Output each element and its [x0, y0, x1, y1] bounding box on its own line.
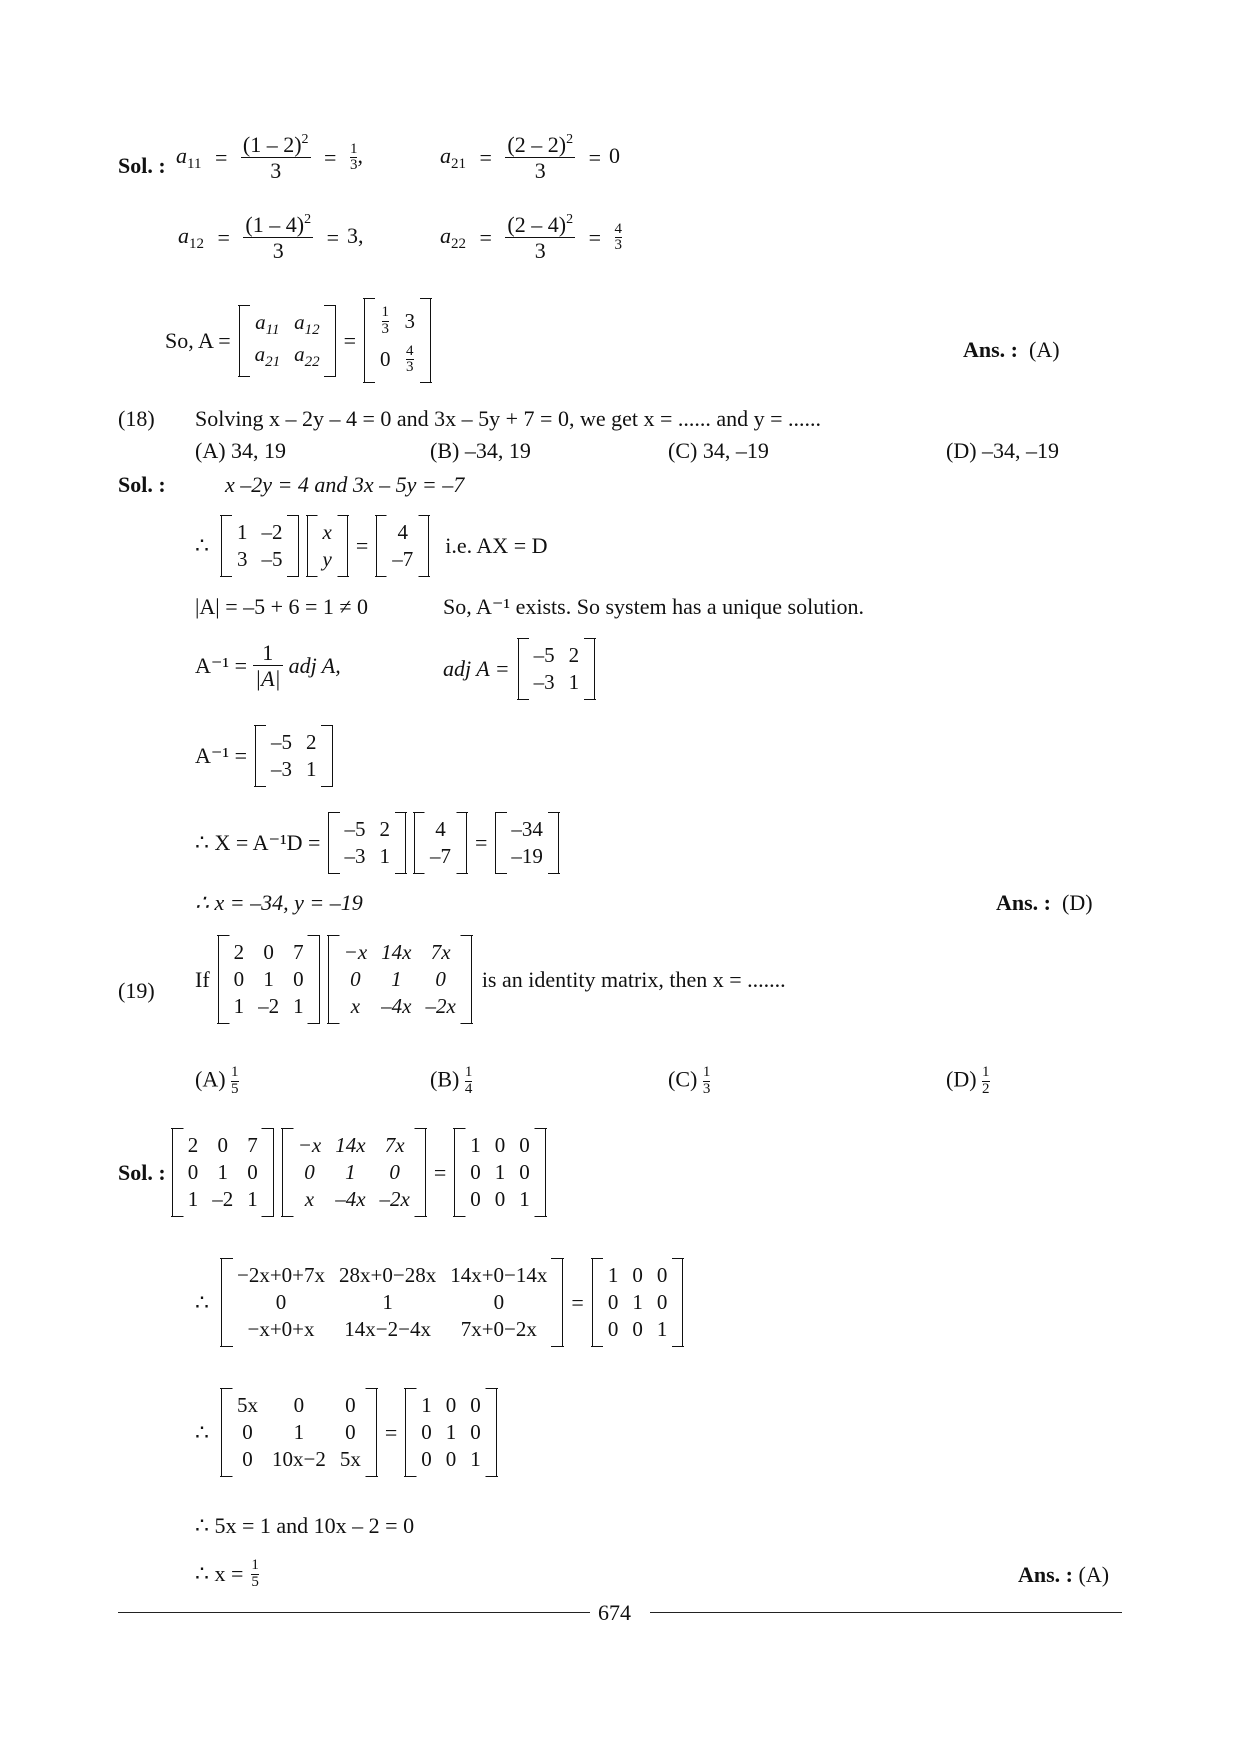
- matrix-cell: $\frac{4}{3}$: [406, 342, 414, 376]
- a21-num: (2 – 2): [507, 132, 567, 157]
- q19-line1: ∴ 5x = 1 and 10x – 2 = 0: [195, 1513, 415, 1538]
- matrix-inverse: –5 2 –3 1: [255, 725, 333, 787]
- x-equals: ∴ x =: [195, 1561, 244, 1587]
- matrix-product: −2x+0+7x 28x+0−28x 14x+0−14x 0 1 0 −x+0+x 14x−2−4x 7x+0−2x: [221, 1258, 563, 1347]
- footer-rule-left: [118, 1612, 590, 1613]
- so-a-label: So, A =: [165, 327, 231, 353]
- matrix-cell: 3: [404, 308, 416, 333]
- a22-sub: 22: [451, 235, 466, 252]
- a22-symbol: a: [440, 222, 451, 248]
- matrix-cell: $a_{12}$: [294, 309, 320, 338]
- q19-question: [195, 935, 786, 1024]
- q18-inverse-formula: A⁻¹ = $\frac{1}{|A|}$ adj A,: [195, 640, 341, 692]
- a11-comma: ,: [357, 142, 363, 168]
- sol-label-19: Sol. :: [118, 1159, 166, 1185]
- matrix-vars: x y: [307, 515, 348, 577]
- square-exp: 2: [566, 212, 574, 227]
- a21-den: 3: [534, 158, 546, 184]
- a12-res: 3,: [347, 222, 364, 248]
- a11-symbol: a: [176, 142, 187, 168]
- matrix-a-symbolic: [239, 305, 336, 377]
- matrix-coeff: 1 –2 3 –5: [221, 515, 299, 577]
- a22-den: 3: [534, 238, 546, 264]
- therefore-symbol: ∴: [195, 1289, 209, 1315]
- a12-num: (1 – 4): [245, 212, 305, 237]
- q18-adj: [443, 638, 595, 700]
- q18-matrix-eq: ∴ 1 –2 3 –5 x y = 4 –7 i.e. AX = D: [195, 515, 547, 577]
- page-number: 674: [598, 1600, 631, 1625]
- adj-lhs: adj A =: [443, 656, 510, 681]
- q18-option-a: (A) 34, 19: [195, 438, 287, 463]
- q19-option-b: (B) $\frac{1}{4}$: [430, 1064, 473, 1097]
- a22-res-num: 4: [614, 220, 622, 237]
- matrix-identity-1: 1 0 0 0 1 0 0 0 1: [454, 1128, 546, 1217]
- q18-option-d: (D) –34, –19: [946, 438, 1060, 463]
- matrix-sol-a: 2 0 7 0 1 0 1 –2 1: [172, 1128, 274, 1217]
- q19-option-d: (D) $\frac{1}{2}$: [946, 1064, 990, 1097]
- sol-label-17: Sol. :: [118, 153, 166, 178]
- q18-sol-equations: x –2y = 4 and 3x – 5y = –7: [225, 472, 465, 497]
- matrix-cell: $a_{11}$: [255, 309, 280, 338]
- matrix-cell: $\frac{1}{3}$: [381, 304, 390, 337]
- eq-matrix-a: So, A = $a_{11}$ $a_{12}$ $a_{21}$ $a_{22}$ = $\frac{1}{3}$ 3 0 $\frac{4}{3}$: [165, 298, 431, 383]
- q18-option-b: (B) –34, 19: [430, 438, 531, 463]
- a21-res: 0: [609, 142, 620, 168]
- matrix-simplified: 5x 0 0 0 1 0 0 10x−2 5x: [221, 1388, 377, 1477]
- sol-label-18: Sol. :: [118, 472, 166, 497]
- matrix-cell: $a_{21}$: [254, 341, 281, 370]
- q18-option-c: (C) 34, –19: [668, 438, 769, 463]
- q18-inverse: [195, 725, 333, 787]
- matrix-cell: $a_{22}$: [294, 341, 320, 370]
- eq-a21: $a_{21}$ = $\frac{(2 - 2)^2}{3}$ = 0: [440, 132, 620, 184]
- q19-option-a: (A) $\frac{1}{5}$: [195, 1064, 239, 1097]
- inv-lhs: A⁻¹ =: [195, 652, 248, 678]
- q18-text: Solving x – 2y – 4 = 0 and 3x – 5y + 7 = 0, we get x = ...... and y = ......: [195, 406, 822, 431]
- footer-rule-right: [650, 1612, 1122, 1613]
- square-exp: 2: [301, 132, 309, 147]
- q19-text: is an identity matrix, then x = .......: [481, 966, 786, 992]
- answer-18: Ans. : (D): [996, 890, 1093, 915]
- if-text: If: [195, 966, 210, 992]
- a21-sub: 21: [451, 155, 466, 172]
- eq-a22: $a_{22}$ = $\frac{(2 - 4)^2}{3}$ = $\frac{4}{3}$: [440, 212, 622, 264]
- matrix-x1: –5 2 –3 1: [328, 812, 406, 874]
- matrix-x2: 4 –7: [414, 812, 467, 874]
- a11-num: (1 – 2): [242, 132, 302, 157]
- square-exp: 2: [566, 132, 574, 147]
- q19-sol-eq: Sol. : 2 0 7 0 1 0 1 –2 1 −x 14x 7x 0 1 0 x –4x –2x = 1 0 0 0 1 0 0 0 1: [118, 1128, 546, 1217]
- matrix-sol-b: −x 14x 7x 0 1 0 x –4x –2x: [282, 1128, 426, 1217]
- a22-num: (2 – 4): [507, 212, 567, 237]
- eq-a12: $a_{12}$ = $\frac{(1 - 4)^2}{3}$ = 3,: [178, 212, 364, 264]
- therefore-symbol: ∴: [195, 533, 209, 558]
- matrix-adj: –5 2 –3 1: [518, 638, 596, 700]
- square-exp: 2: [304, 212, 312, 227]
- a21-symbol: a: [440, 142, 451, 168]
- q18-determinant: |A| = –5 + 6 = 1 ≠ 0: [195, 594, 368, 619]
- therefore-symbol: ∴: [195, 1419, 209, 1445]
- q19-option-c: (C) $\frac{1}{3}$: [668, 1064, 711, 1097]
- adj-text: adj A,: [288, 652, 341, 678]
- matrix-x-result: –34 –19: [495, 812, 559, 874]
- q19-line2: ∴ x = $\frac{1}{5}$: [195, 1557, 259, 1590]
- a12-symbol: a: [178, 222, 189, 248]
- a12-den: 3: [272, 238, 284, 264]
- q18-det-note: So, A⁻¹ exists. So system has a unique solution.: [443, 594, 864, 619]
- a11-den: 3: [270, 158, 282, 184]
- matrix-cell: 0: [380, 347, 391, 372]
- a11-sub: 11: [187, 155, 202, 172]
- eq-a11: $a_{11}$ = $\frac{(1 - 2)^2}{3}$ = $\frac{1}{3}$ ,: [176, 132, 363, 184]
- matrix-q19-b: −x 14x 7x 0 1 0 x –4x –2x: [328, 935, 472, 1024]
- inv-lhs2: A⁻¹ =: [195, 743, 248, 768]
- matrix-identity-2: 1 0 0 0 1 0 0 0 1: [592, 1258, 684, 1347]
- answer-19: Ans. : (A): [1018, 1562, 1110, 1587]
- a12-sub: 12: [189, 235, 204, 252]
- ie-ax-d: i.e. AX = D: [445, 533, 548, 558]
- a22-res-den: 3: [614, 237, 622, 254]
- a11-res-den: 3: [349, 157, 358, 174]
- q18-number: (18): [118, 406, 155, 431]
- matrix-a-numeric: [364, 298, 431, 383]
- q18-final: ∴ x = –34, y = –19: [195, 890, 363, 915]
- matrix-q19-a: 2 0 7 0 1 0 1 –2 1: [218, 935, 320, 1024]
- answer-17: Ans. : (A): [963, 337, 1060, 362]
- matrix-const: 4 –7: [376, 515, 429, 577]
- q18-solve-x: ∴ X = A⁻¹D = –5 2 –3 1 4 –7 = –34 –19: [195, 812, 559, 874]
- q19-number: (19): [118, 978, 155, 1003]
- x-lhs: ∴ X = A⁻¹D =: [195, 830, 321, 855]
- matrix-identity-3: 1 0 0 0 1 0 0 0 1: [405, 1388, 497, 1477]
- q19-product: ∴ −2x+0+7x 28x+0−28x 14x+0−14x 0 1 0 −x+0+x 14x−2−4x 7x+0−2x = 1 0 0 0 1 0 0 0 1: [195, 1258, 683, 1347]
- a11-res-num: 1: [349, 140, 358, 157]
- q19-simplified: ∴ 5x 0 0 0 1 0 0 10x−2 5x = 1 0 0 0 1 0 0 0 1: [195, 1388, 497, 1477]
